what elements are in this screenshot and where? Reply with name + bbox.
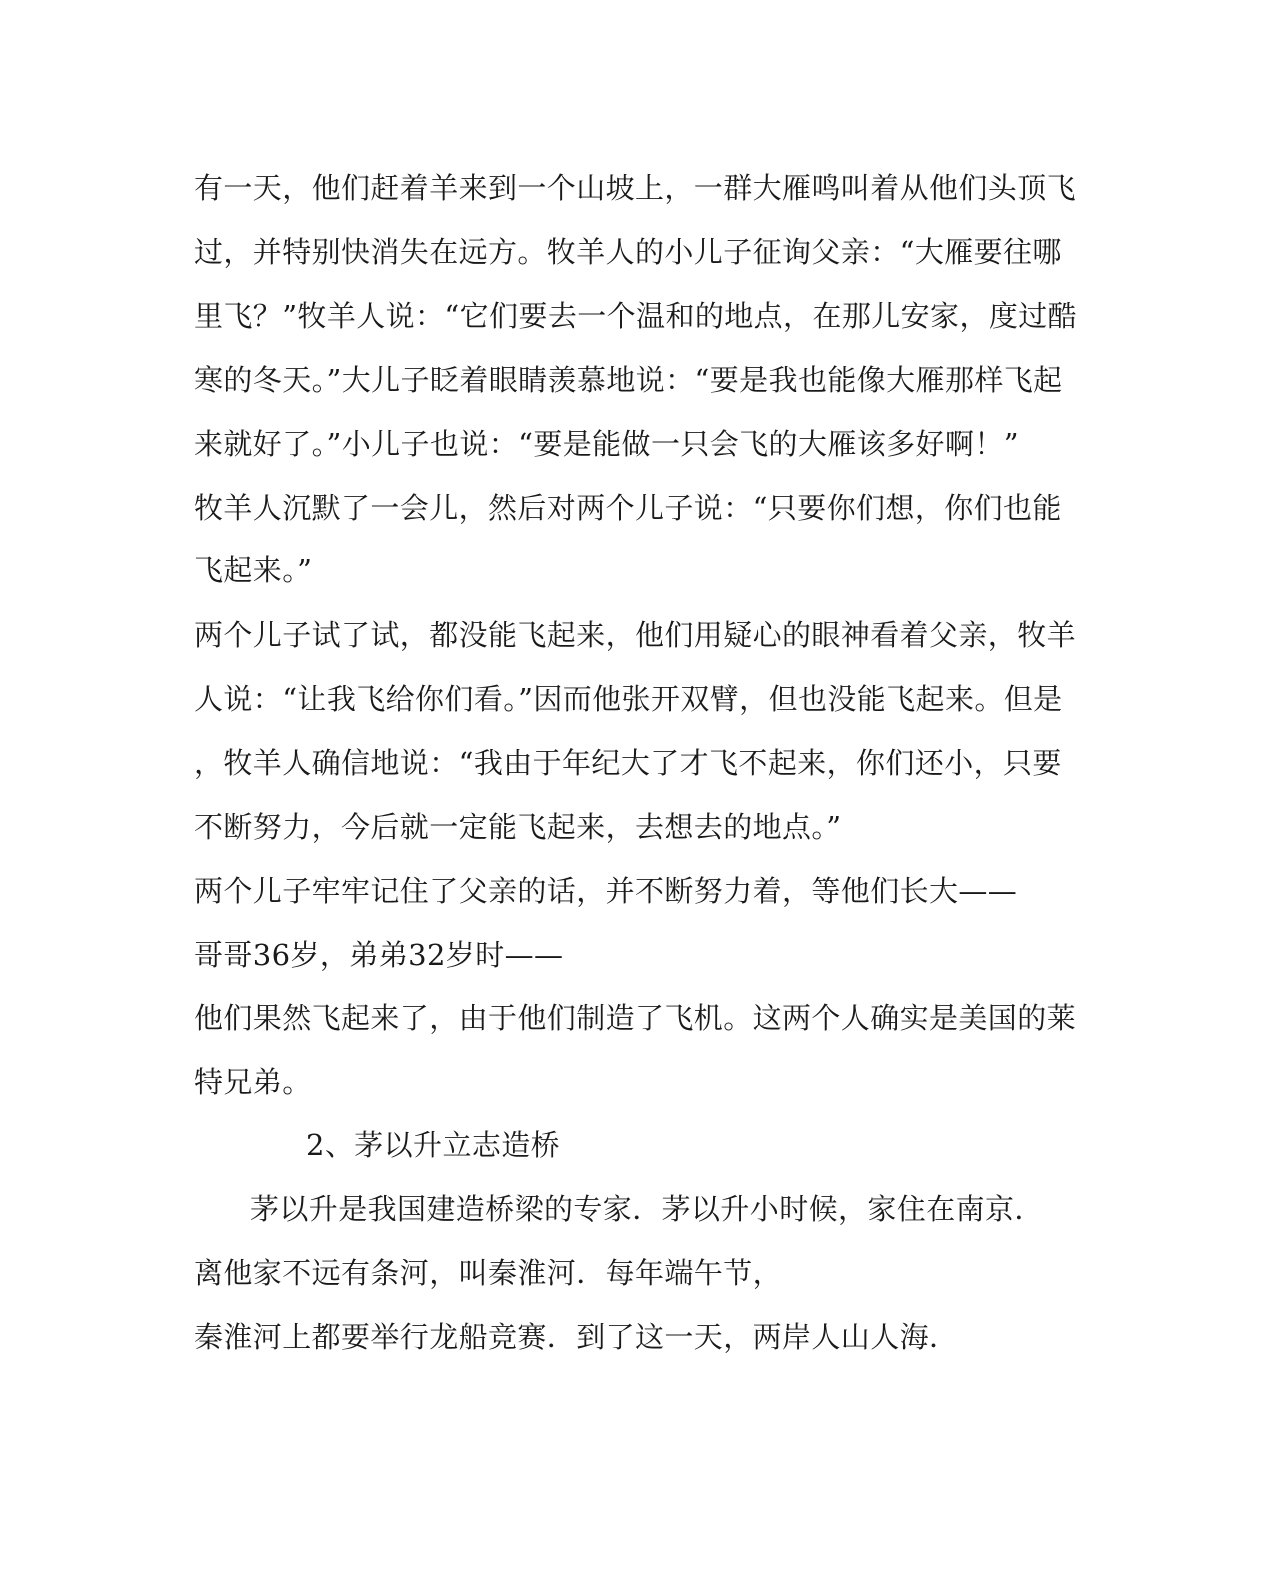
paragraph-line: 哥哥36岁，弟弟32岁时—— bbox=[194, 938, 564, 972]
paragraph-line: 离他家不远有条河，叫秦淮河．每年端午节， bbox=[194, 1256, 783, 1290]
paragraph-line: 特兄弟。 bbox=[194, 1065, 312, 1099]
paragraph-line: 人说：“让我飞给你们看。”因而他张开双臂，但也没能飞起来。但是 bbox=[194, 682, 1063, 716]
paragraph-line: 牧羊人沉默了一会儿，然后对两个儿子说：“只要你们想，你们也能 bbox=[194, 491, 1062, 525]
paragraph-line: 两个儿子牢牢记住了父亲的话，并不断努力着，等他们长大—— bbox=[194, 874, 1018, 908]
paragraph-line: ，牧羊人确信地说：“我由于年纪大了才飞不起来，你们还小，只要 bbox=[194, 746, 1062, 780]
section-heading: 2、茅以升立志造桥 bbox=[306, 1128, 561, 1162]
paragraph-line: 他们果然飞起来了，由于他们制造了飞机。这两个人确实是美国的莱 bbox=[194, 1001, 1077, 1035]
paragraph-line: 秦淮河上都要举行龙船竞赛．到了这一天，两岸人山人海． bbox=[194, 1320, 959, 1354]
paragraph-line: 里飞？”牧羊人说：“它们要去一个温和的地点，在那儿安家，度过酷 bbox=[194, 299, 1078, 333]
paragraph-line: 茅以升是我国建造桥梁的专家．茅以升小时候，家住在南京． bbox=[250, 1192, 1044, 1226]
paragraph-line: 不断努力，今后就一定能飞起来，去想去的地点。” bbox=[194, 810, 842, 844]
paragraph-line: 来就好了。”小儿子也说：“要是能做一只会飞的大雁该多好啊！” bbox=[194, 427, 1019, 461]
paragraph-line: 飞起来。” bbox=[194, 553, 313, 587]
paragraph-line: 有一天，他们赶着羊来到一个山坡上，一群大雁鸣叫着从他们头顶飞 bbox=[194, 171, 1077, 205]
paragraph-line: 两个儿子试了试，都没能飞起来，他们用疑心的眼神看着父亲，牧羊 bbox=[194, 618, 1077, 652]
paragraph-line: 过，并特别快消失在远方。牧羊人的小儿子征询父亲：“大雁要往哪 bbox=[194, 235, 1062, 269]
paragraph-line: 寒的冬天。”大儿子眨着眼睛羡慕地说：“要是我也能像大雁那样飞起 bbox=[194, 363, 1063, 397]
